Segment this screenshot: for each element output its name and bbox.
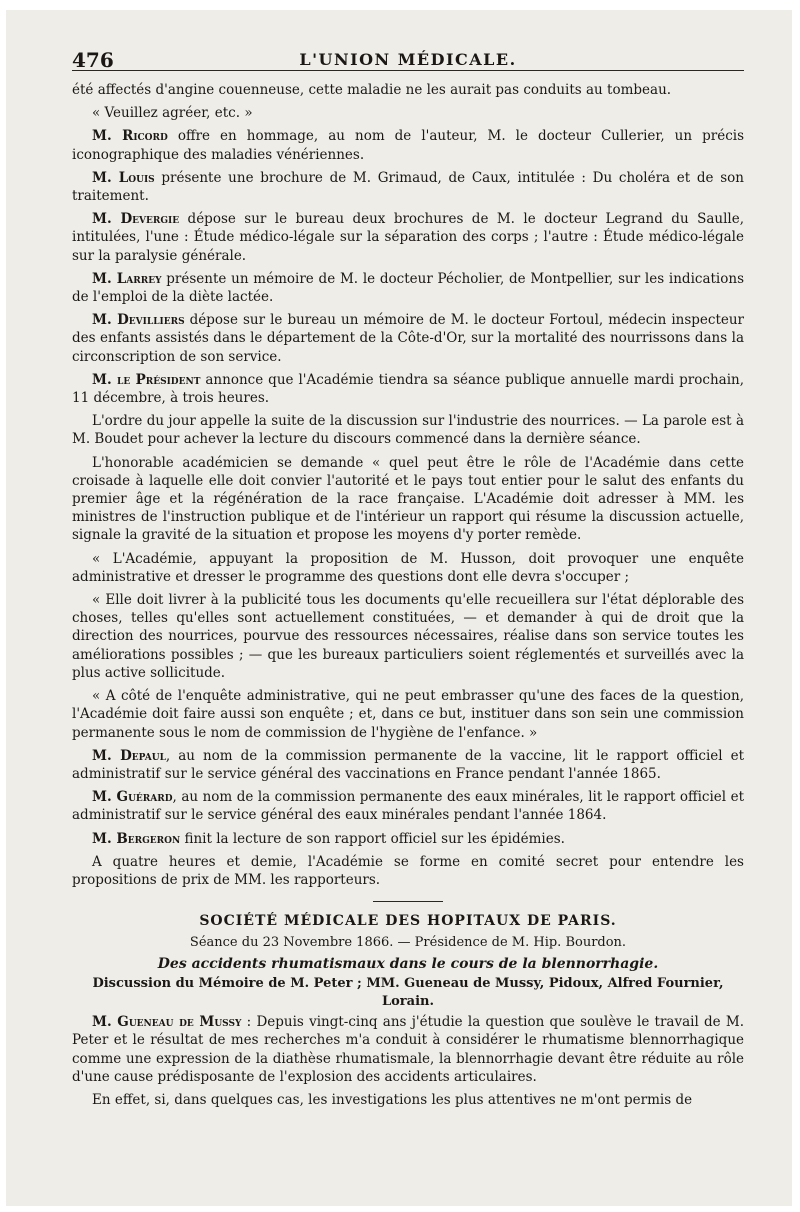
- paragraph-text: annonce que l'Académie tiendra sa séance publique annuelle mardi prochain, 11 décembre, à trois heures.: [72, 371, 744, 407]
- speaker-name: M. Larrey: [92, 270, 162, 287]
- society-title: SOCIÉTÉ MÉDICALE DES HOPITAUX DE PARIS.: [199, 913, 617, 930]
- paragraph-text: « Elle doit livrer à la publicité tous les documents qu'elle recueillera sur l'état déplorable des choses, telles qu'elles sont actuellement constituées, — et demander à qui de droit que la direction des nourrices, pourvue des ressources nécessaires, réalise dans son service toutes les améliorations possibles ; — que les bureaux particuliers soient réglementés et surveillés avec la plus active sollicitude.: [72, 592, 744, 681]
- paragraph: [72, 853, 744, 889]
- paragraph: [72, 1013, 744, 1086]
- journal-title: L'UNION MÉDICALE.: [299, 50, 517, 69]
- paragraph-text: : Depuis vingt-cinq ans j'étudie la question que soulève le travail de M. Peter et le résultat de mes recherches m'a conduit à considérer le rhumatisme blennorrhagique comme une expression de la diathèse rhumatismale, la blennorrhagie devant être réduite au rôle d'une cause prédisposante de l'explosion des accidents articulaires.: [72, 1014, 744, 1085]
- paragraph: [72, 454, 744, 545]
- society-proceedings: [72, 1013, 744, 1109]
- paragraph-text: L'ordre du jour appelle la suite de la discussion sur l'industrie des nourrices. — La parole est à M. Boudet pour achever la lecture du discours commencé dans la dernière séance.: [72, 413, 744, 448]
- academy-proceedings: [72, 81, 744, 889]
- paragraph: [72, 371, 744, 407]
- speaker-name: M. Depaul: [92, 747, 166, 764]
- speaker-name: M. Devergie: [92, 211, 180, 228]
- paragraph: [72, 550, 744, 586]
- section-divider: [373, 901, 443, 902]
- discussion-participants: Discussion du Mémoire de M. Peter ; MM. Gueneau de Mussy, Pidoux, Alfred Fournier, Lorain.: [92, 975, 724, 1009]
- paragraph: [72, 1091, 744, 1109]
- paragraph: [72, 412, 744, 448]
- paragraph-text: finit la lecture de son rapport officiel sur les épidémies.: [180, 830, 565, 847]
- discussion-topic: Des accidents rhumatismaux dans le cours de la blennorrhagie.: [157, 955, 659, 972]
- paragraph-text: dépose sur le bureau un mémoire de M. le docteur Fortoul, médecin inspecteur des enfants assistés dans le département de la Côte-d'Or, sur la mortalité des nourrissons dans la circonscription de son service.: [72, 312, 745, 365]
- paragraph-text: « L'Académie, appuyant la proposition de M. Husson, doit provoquer une enquête administrative et dresser le programme des questions dont elle devra s'occuper ;: [72, 550, 744, 585]
- paragraph-text: , au nom de la commission permanente des eaux minérales, lit le rapport officiel et administratif sur le service général des eaux minérales pendant l'année 1864.: [72, 789, 745, 824]
- paragraph: [72, 104, 744, 122]
- paragraph: [72, 127, 744, 163]
- paragraph-text: présente un mémoire de M. le docteur Pécholier, de Montpellier, sur les indications de l'emploi de la diète lactée.: [72, 270, 744, 306]
- paragraph: [72, 270, 744, 306]
- paragraph-text: , au nom de la commission permanente de la vaccine, lit le rapport officiel et administratif sur le service général des vaccinations en France pendant l'année 1865.: [72, 747, 745, 782]
- speaker-name: M. le Président: [92, 371, 201, 388]
- paragraph-text: En effet, si, dans quelques cas, les investigations les plus attentives ne m'ont permis de: [92, 1091, 693, 1108]
- paragraph: [72, 311, 744, 366]
- paragraph-text: dépose sur le bureau deux brochures de M. le docteur Legrand du Saulle, intitulées, l'une : Étude médico-légale sur la séparation des corps ; l'autre : Étude médico-légale sur la paralysie générale.: [72, 211, 744, 264]
- paragraph-text: L'honorable académicien se demande « quel peut être le rôle de l'Académie dans cette croisade à laquelle elle doit convier l'autorité et le pays tout entier pour le salut des enfants du premier âge et la régénération de la race française. L'Académie doit adresser à MM. les ministres de l'instruction publique et de l'intérieur un rapport qui résume la discussion actuelle, signale la gravité de la situation et propose les moyens d'y porter remède.: [72, 454, 744, 544]
- paragraph-text: présente une brochure de M. Grimaud, de Caux, intitulée : Du choléra et de son traitement.: [72, 169, 744, 205]
- paragraph-text: A quatre heures et demie, l'Académie se forme en comité secret pour entendre les propositions de prix de MM. les rapporteurs.: [72, 853, 744, 888]
- paragraph: [72, 747, 744, 783]
- speaker-name: M. Gueneau de Mussy: [92, 1014, 242, 1031]
- newspaper-page: [6, 10, 792, 1206]
- speaker-name: M. Bergeron: [92, 830, 181, 847]
- speaker-name: M. Devilliers: [92, 312, 185, 329]
- article-body: [72, 81, 744, 1109]
- paragraph: [72, 591, 744, 682]
- session-line: Séance du 23 Novembre 1866. — Présidence de M. Hip. Bourdon.: [189, 935, 627, 951]
- running-head: [72, 44, 744, 71]
- paragraph: [72, 210, 744, 265]
- speaker-name: M. Guérard: [92, 789, 173, 806]
- paragraph: [72, 169, 744, 205]
- page-number: 476: [72, 48, 114, 72]
- paragraph: [72, 81, 744, 99]
- paragraph: [72, 830, 744, 848]
- speaker-name: M. Louis: [92, 169, 155, 186]
- paragraph: [72, 788, 744, 824]
- paragraph-text: « A côté de l'enquête administrative, qui ne peut embrasser qu'une des faces de la question, l'Académie doit faire aussi son enquête ; et, dans ce but, instituer dans son sein une commission permanente sous le nom de commission de l'hygiène de l'enfance. »: [72, 688, 744, 741]
- paragraph-text: « Veuillez agréer, etc. »: [92, 105, 253, 122]
- paragraph-text: été affectés d'angine couenneuse, cette maladie ne les aurait pas conduits au tombeau.: [72, 82, 672, 98]
- paragraph-text: offre en hommage, au nom de l'auteur, M. le docteur Cullerier, un précis iconographique des maladies vénériennes.: [72, 128, 744, 163]
- paragraph: [72, 687, 744, 742]
- speaker-name: M. Ricord: [92, 128, 168, 145]
